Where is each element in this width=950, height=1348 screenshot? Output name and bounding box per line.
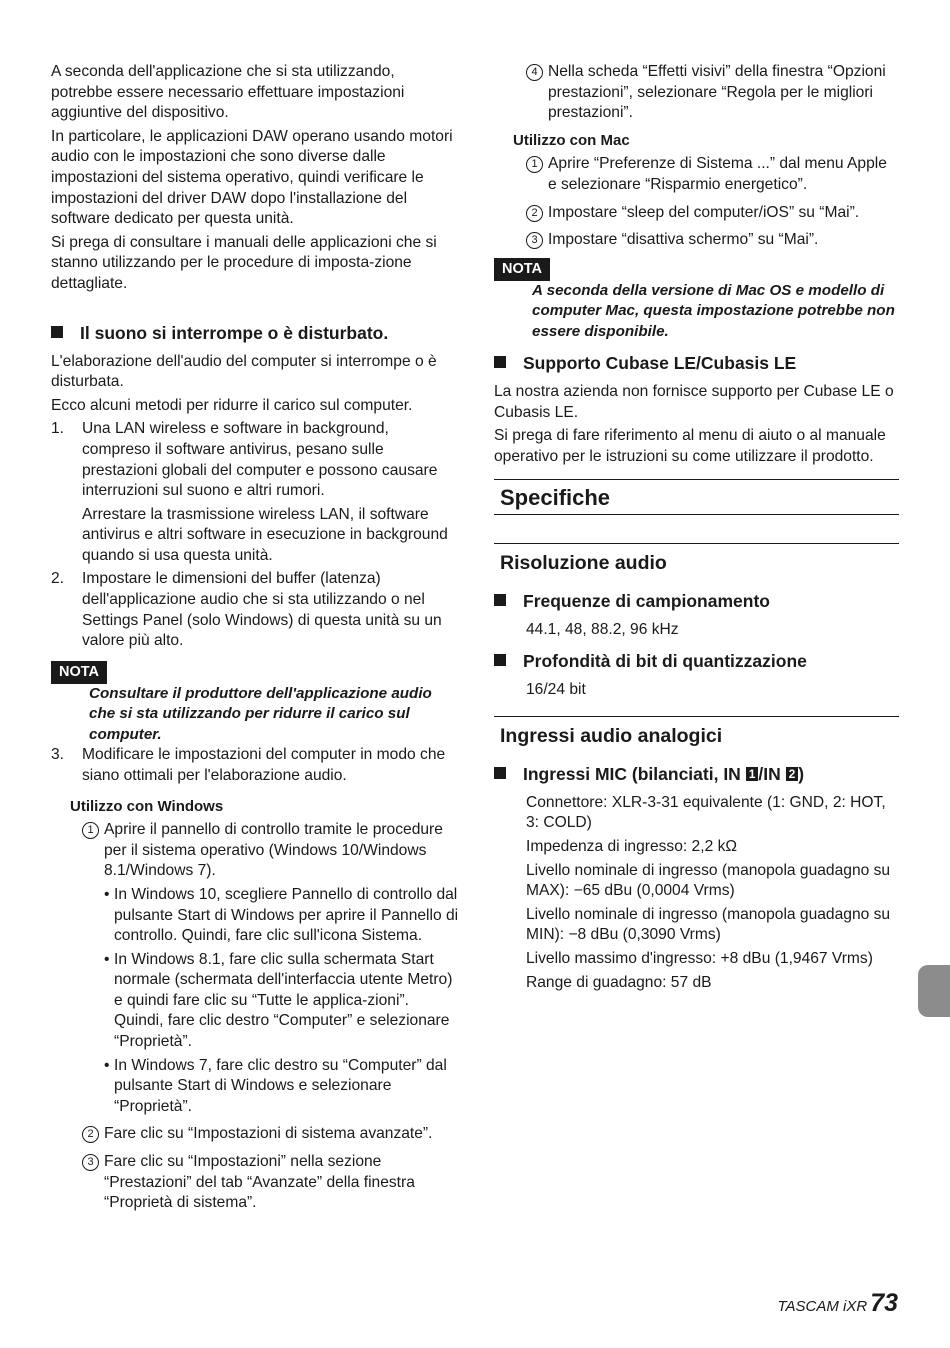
step-number-icon: 1 [82,822,99,839]
body-paragraph: La nostra azienda non fornisce supporto per Cubase LE o Cubasis LE. [494,383,894,421]
note-block [494,258,899,343]
step-text: Aprire “Preferenze di Sistema ...” dal menu Apple e selezionare “Risparmio energetico”. [548,155,887,193]
square-bullet-icon [494,594,506,606]
page-footer [777,1289,898,1318]
spec-value: 16/24 bit [526,681,586,699]
item-text: Arrestare la trasmissione wireless LAN, il software antivirus e altri software in esecuzione in background quando si usa questa unità. [82,505,448,564]
bullet-icon: • [104,950,110,968]
body-paragraph: L'elaborazione dell'audio del computer si interrompe o è disturbata. [51,352,437,391]
heading-text: ) [798,763,805,784]
mic-inputs-heading [494,763,899,785]
nota-text: A seconda della versione di Mac OS e modello di computer Mac, questa impostazione potrebbe non essere disponibile. [532,281,895,340]
intro-paragraph: In particolare, le applicazioni DAW operano usando motori audio con le impostazioni che sono diverse dalle impostazioni del sistema operativo, quindi verificare le impostazioni del driver DAW dopo l'installazione del software dedicato per questa unità. [51,127,453,228]
step-text: Fare clic su “Impostazioni” nella sezione “Prestazioni” del tab “Avanzate” della finestra “Proprietà di sistema”. [104,1153,415,1212]
specs-heading: Specifiche [494,479,899,515]
right-column [494,62,899,996]
numbered-item [51,419,459,566]
item-text: Modificare le impostazioni del computer in modo che siano ottimali per l'elaborazione audio. [82,746,446,784]
square-bullet-icon [494,767,506,779]
step-number-icon: 1 [526,156,543,173]
square-bullet-icon [494,356,506,368]
bullet-item [104,1056,459,1118]
step-text: Fare clic su “Impostazioni di sistema avanzate”. [104,1125,433,1143]
bullet-item [104,950,459,1053]
page-number: 73 [870,1289,898,1317]
item-text: Una LAN wireless e software in background, compreso il software antivirus, pesano sulle prestazioni globali del computer e possono causare interruzioni sul suono e altri rumori. [82,420,438,500]
step-number-icon: 3 [82,1154,99,1171]
bit-depth-heading [494,650,899,672]
item-number: 2. [51,570,65,588]
brand-name: TASCAM iXR [777,1298,868,1315]
windows-steps [82,820,459,1214]
heading-text: Profondità di bit di quantizzazione [523,651,807,672]
step-item [526,62,899,124]
step-item [526,203,899,224]
input-number-box: 2 [786,767,799,781]
body-paragraph: Si prega di fare riferimento al menu di aiuto o al manuale operativo per le istruzioni su come utilizzare il prodotto. [494,427,886,466]
step-item [82,820,459,1117]
body-paragraph: Ecco alcuni metodi per ridurre il carico sul computer. [51,396,413,414]
bullet-text: In Windows 8.1, fare clic sulla schermata Start normale (schermata dell'interfaccia utente Metro) e quindi fare clic su “Tutte le applica-zioni”. Quindi, fare clic destro “Computer” e selezionare “Proprietà”. [114,950,453,1051]
spec-value: Impedenza di ingresso: 2,2 kΩ [526,838,738,855]
left-column [51,62,459,1221]
spec-value: Livello nominale di ingresso (manopola guadagno su MAX): −65 dBu (0,0004 Vrms) [526,861,891,900]
section-heading-cubase [494,352,899,374]
spec-value: Livello nominale di ingresso (manopola guadagno su MIN): −8 dBu (0,3090 Vrms) [526,905,891,944]
nota-badge: NOTA [51,661,107,684]
nota-badge: NOTA [494,258,550,281]
step-item [526,154,899,195]
spec-value: Livello massimo d'ingresso: +8 dBu (1,9467 Vrms) [526,949,873,967]
section-heading-sound [51,322,459,344]
spec-value: 44.1, 48, 88.2, 96 kHz [526,620,679,638]
step-text: Nella scheda “Effetti visivi” della finestra “Opzioni prestazioni”, selezionare “Regola per le migliori prestazioni”. [548,63,886,122]
bullet-icon: • [104,1056,110,1074]
intro-paragraph: Si prega di consultare i manuali delle applicazioni che si stanno utilizzando per le procedure di imposta-zione dettagliate. [51,233,437,292]
heading-text: Ingressi MIC (bilanciati, IN [523,763,746,784]
nota-text: Consultare il produttore dell'applicazione audio che si sta utilizzando per ridurre il carico sul computer. [89,684,432,743]
step-item [526,230,899,251]
spec-value: Connettore: XLR-3-31 equivalente (1: GND, 2: HOT, 3: COLD) [526,793,886,832]
item-text: Impostare le dimensioni del buffer (latenza) dell'applicazione audio che si sta utilizzando o nel Settings Panel (solo Windows) di questa unità su un valore più alto. [82,570,442,650]
heading-text: Supporto Cubase LE/Cubasis LE [523,353,797,374]
spec-value: Range di guadagno: 57 dB [526,973,712,991]
mac-heading: Utilizzo con Mac [513,131,630,149]
step-text: Impostare “sleep del computer/iOS” su “Mai”. [548,203,860,221]
intro-paragraph: A seconda dell'applicazione che si sta utilizzando, potrebbe essere necessario effettuare impostazioni aggiuntive del dispositivo. [51,63,405,122]
bullet-icon: • [104,885,110,903]
step-text: Aprire il pannello di controllo tramite le procedure per il sistema operativo (Windows 10/Windows 8.1/Windows 7). [104,821,443,880]
chapter-tab [918,965,950,1017]
numbered-item [51,745,459,786]
square-bullet-icon [51,326,63,338]
windows-steps-continued [526,62,899,124]
input-number-box: 1 [746,767,759,781]
bullet-item [104,885,459,947]
step-item [82,1124,459,1145]
note-block [51,661,459,746]
sampling-rates-heading [494,590,899,612]
step-text: Impostare “disattiva schermo” su “Mai”. [548,231,819,249]
heading-text: /IN [758,763,786,784]
item-number: 1. [51,420,65,438]
square-bullet-icon [494,654,506,666]
mac-steps [526,154,899,250]
step-number-icon: 3 [526,232,543,249]
heading-text: Il suono si interrompe o è disturbato. [80,322,389,343]
item-number: 3. [51,746,65,764]
numbered-item [51,569,459,651]
analog-inputs-heading: Ingressi audio analogici [494,716,899,747]
windows-heading: Utilizzo con Windows [70,797,224,815]
step-number-icon: 4 [526,64,543,81]
audio-resolution-heading: Risoluzione audio [494,543,899,574]
step-number-icon: 2 [82,1126,99,1143]
bullet-text: In Windows 7, fare clic destro su “Computer” dal pulsante Start di Windows e selezionare “Proprietà”. [114,1056,447,1115]
heading-text: Frequenze di campionamento [523,590,770,611]
bullet-text: In Windows 10, scegliere Pannello di controllo dal pulsante Start di Windows per aprire il Pannello di controllo. Quindi, fare clic sull'icona Sistema. [114,885,459,945]
step-item [82,1152,459,1214]
step-number-icon: 2 [526,205,543,222]
